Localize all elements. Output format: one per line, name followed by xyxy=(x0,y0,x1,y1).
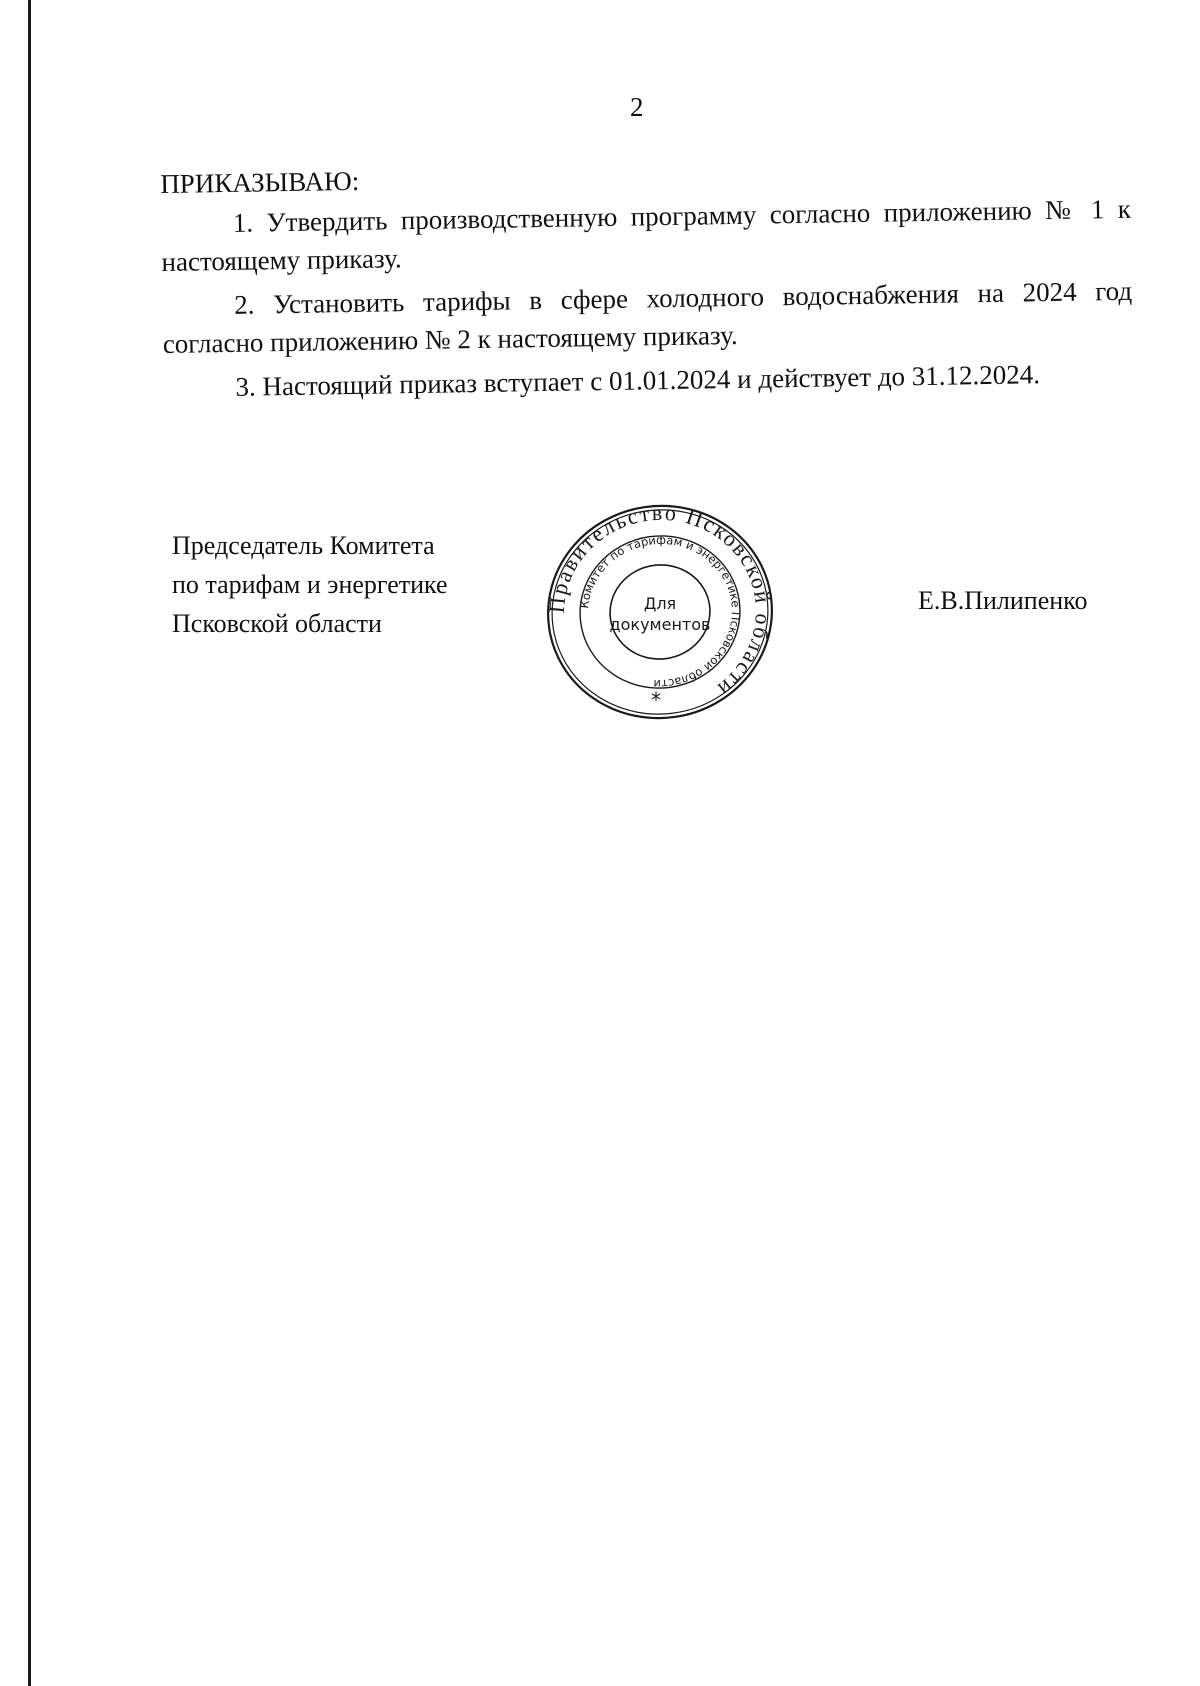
order-item-3: 3. Настоящий приказ вступает с 01.01.2024 и действует до 31.12.2024. xyxy=(235,359,1041,402)
stamp-star-icon: * xyxy=(651,688,661,712)
signatory-position-line-3: Псковской области xyxy=(172,609,382,638)
page-number: 2 xyxy=(630,92,644,122)
signatory-name: Е.В.Пилипенко xyxy=(918,586,1088,615)
signatory-position-line-2: по тарифам и энергетике xyxy=(172,570,448,599)
official-seal-stamp xyxy=(540,497,780,727)
signatory-position-line-1: Председатель Комитета xyxy=(172,531,435,560)
stamp-outer-text: Правительство Псковской области xyxy=(543,499,777,703)
page-left-edge-line xyxy=(28,0,31,1686)
order-body xyxy=(160,150,1134,413)
stamp-center-line-2: документов xyxy=(609,615,711,634)
stamp-center-line-1: Для xyxy=(643,594,677,613)
signatory-position xyxy=(172,526,448,643)
order-heading: ПРИКАЗЫВАЮ: xyxy=(160,165,360,199)
order-item-1: 1. Утвердить производственную программу согласно приложению № 1 к настоящему приказу. xyxy=(161,193,1132,277)
stamp-inner-text: Комитет по тарифам и энергетике Псковской области xyxy=(577,532,744,692)
order-item-2: 2. Установить тарифы в сфере холодного водоснабжения на 2024 год согласно приложению № 2 к настоящему приказу. xyxy=(162,275,1133,359)
